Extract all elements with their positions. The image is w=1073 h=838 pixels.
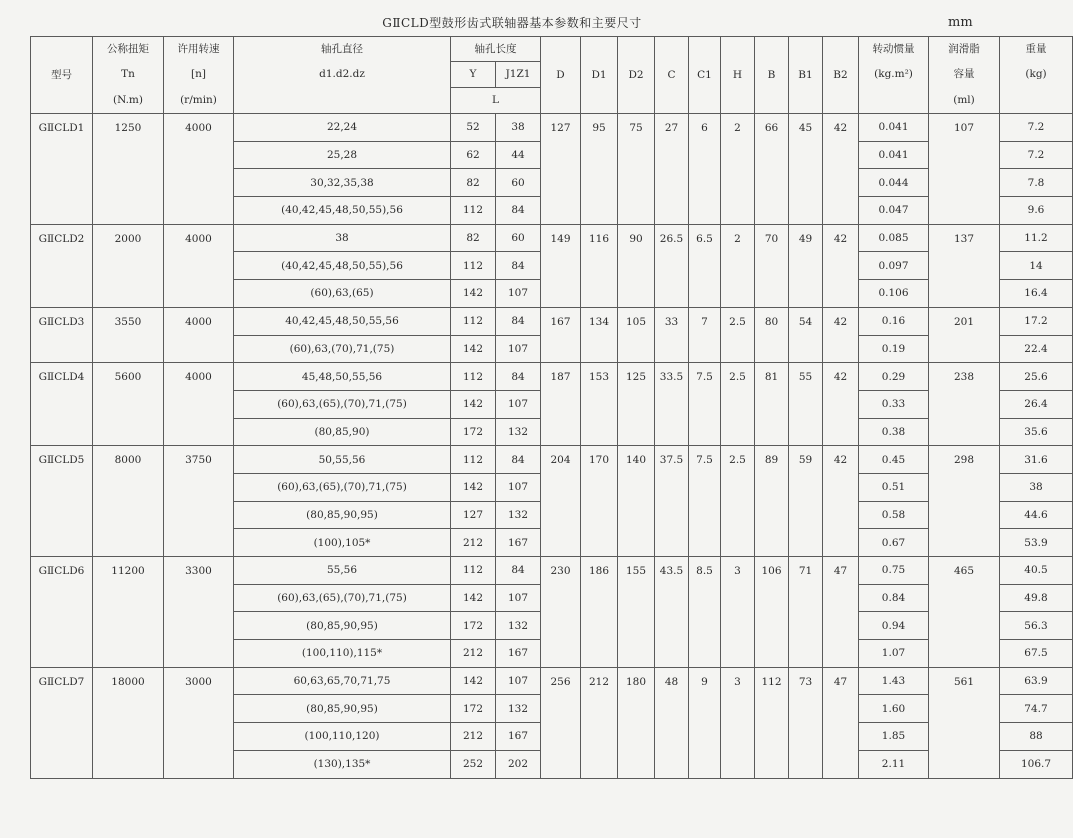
header-len-y: Y [451,62,496,88]
model-cell: GⅡCLD7 [31,667,93,778]
torque-cell: 11200 [93,557,164,668]
table-row [31,363,1073,391]
table-row [31,114,1073,142]
weight-cell: 74.7 [1000,695,1073,723]
torque-cell: 1250 [93,114,164,225]
bore-cell: (130),135* [234,750,451,778]
dim-d2-cell: 105 [618,307,655,362]
dim-h-cell: 2 [721,114,755,225]
dim-c1-cell: 9 [689,667,721,778]
header-B: B [755,37,789,114]
dim-c-cell: 43.5 [655,557,689,668]
dim-d1-cell: 116 [581,224,618,307]
length-y-cell: 112 [451,363,496,391]
inertia-cell: 1.60 [859,695,929,723]
dim-c1-cell: 7.5 [689,363,721,446]
dim-c1-cell: 7 [689,307,721,362]
length-j-cell: 84 [496,307,541,335]
weight-cell: 31.6 [1000,446,1073,474]
dim-c1-cell: 6.5 [689,224,721,307]
length-j-cell: 84 [496,446,541,474]
dim-d-cell: 167 [541,307,581,362]
header-D1: D1 [581,37,618,114]
grease-cell: 561 [929,667,1000,778]
dim-d2-cell: 75 [618,114,655,225]
dim-h-cell: 2.5 [721,307,755,362]
bore-cell: 55,56 [234,557,451,585]
dim-b1-cell: 45 [789,114,823,225]
table-row [31,307,1073,335]
inertia-cell: 0.58 [859,501,929,529]
dim-b2-cell: 47 [823,557,859,668]
length-y-cell: 172 [451,695,496,723]
weight-cell: 56.3 [1000,612,1073,640]
weight-cell: 38 [1000,473,1073,501]
dim-b-cell: 70 [755,224,789,307]
speed-cell: 3300 [164,557,234,668]
bore-cell: (80,85,90,95) [234,612,451,640]
header-weight-3 [1000,88,1073,114]
length-j-cell: 44 [496,141,541,169]
length-j-cell: 107 [496,390,541,418]
dim-c-cell: 33.5 [655,363,689,446]
length-y-cell: 172 [451,418,496,446]
length-y-cell: 127 [451,501,496,529]
weight-cell: 49.8 [1000,584,1073,612]
bore-cell: (80,85,90) [234,418,451,446]
length-y-cell: 212 [451,723,496,751]
grease-cell: 298 [929,446,1000,557]
dim-d2-cell: 90 [618,224,655,307]
dim-b-cell: 89 [755,446,789,557]
dim-c1-cell: 6 [689,114,721,225]
weight-cell: 67.5 [1000,640,1073,668]
dim-c-cell: 48 [655,667,689,778]
inertia-cell: 0.75 [859,557,929,585]
header-row-1 [31,37,1073,62]
length-y-cell: 172 [451,612,496,640]
dim-b1-cell: 49 [789,224,823,307]
dim-d2-cell: 140 [618,446,655,557]
header-speed-3: (r/min) [164,88,234,114]
weight-cell: 11.2 [1000,224,1073,252]
inertia-cell: 0.45 [859,446,929,474]
header-C1: C1 [689,37,721,114]
dim-b2-cell: 42 [823,114,859,225]
speed-cell: 3750 [164,446,234,557]
bore-cell: 50,55,56 [234,446,451,474]
length-y-cell: 112 [451,252,496,280]
dim-h-cell: 3 [721,557,755,668]
inertia-cell: 0.041 [859,114,929,142]
dim-c-cell: 27 [655,114,689,225]
header-len-j: J1Z1 [496,62,541,88]
weight-cell: 9.6 [1000,197,1073,225]
weight-cell: 14 [1000,252,1073,280]
weight-cell: 7.8 [1000,169,1073,197]
bore-cell: (60),63,(65),(70),71,(75) [234,473,451,501]
inertia-cell: 0.044 [859,169,929,197]
speed-cell: 4000 [164,114,234,225]
weight-cell: 7.2 [1000,114,1073,142]
weight-cell: 22.4 [1000,335,1073,363]
bore-cell: (40,42,45,48,50,55),56 [234,252,451,280]
dim-b1-cell: 59 [789,446,823,557]
dim-d-cell: 149 [541,224,581,307]
dim-d1-cell: 153 [581,363,618,446]
dim-d-cell: 230 [541,557,581,668]
torque-cell: 5600 [93,363,164,446]
header-length: 轴孔长度 [451,37,541,62]
bore-cell: (40,42,45,48,50,55),56 [234,197,451,225]
bore-cell: (80,85,90,95) [234,501,451,529]
length-j-cell: 167 [496,529,541,557]
dim-d2-cell: 180 [618,667,655,778]
bore-cell: (100),105* [234,529,451,557]
dim-d1-cell: 186 [581,557,618,668]
dim-b2-cell: 42 [823,363,859,446]
inertia-cell: 0.106 [859,280,929,308]
torque-cell: 2000 [93,224,164,307]
length-y-cell: 112 [451,557,496,585]
length-y-cell: 142 [451,335,496,363]
dim-b2-cell: 42 [823,307,859,362]
dim-b1-cell: 71 [789,557,823,668]
table-row [31,557,1073,585]
length-y-cell: 212 [451,640,496,668]
weight-cell: 88 [1000,723,1073,751]
header-weight-1: 重量 [1000,37,1073,62]
bore-cell: (100,110,120) [234,723,451,751]
length-j-cell: 84 [496,252,541,280]
dim-d2-cell: 125 [618,363,655,446]
weight-cell: 53.9 [1000,529,1073,557]
dim-h-cell: 2.5 [721,363,755,446]
dim-b1-cell: 54 [789,307,823,362]
header-speed-1: 许用转速 [164,37,234,62]
length-j-cell: 60 [496,169,541,197]
inertia-cell: 0.33 [859,390,929,418]
header-weight-2: (kg) [1000,62,1073,88]
inertia-cell: 0.38 [859,418,929,446]
inertia-cell: 0.94 [859,612,929,640]
length-j-cell: 84 [496,557,541,585]
dim-b2-cell: 42 [823,446,859,557]
bore-cell: (60),63,(65),(70),71,(75) [234,584,451,612]
dim-b2-cell: 47 [823,667,859,778]
header-inertia-2: (kg.m²) [859,62,929,88]
bore-cell: 60,63,65,70,71,75 [234,667,451,695]
speed-cell: 4000 [164,307,234,362]
dim-d-cell: 127 [541,114,581,225]
bore-cell: 40,42,45,48,50,55,56 [234,307,451,335]
inertia-cell: 0.19 [859,335,929,363]
length-j-cell: 107 [496,584,541,612]
dim-b-cell: 81 [755,363,789,446]
inertia-cell: 1.43 [859,667,929,695]
dim-d1-cell: 95 [581,114,618,225]
grease-cell: 238 [929,363,1000,446]
header-speed-2: [n] [164,62,234,88]
bore-cell: 22,24 [234,114,451,142]
length-j-cell: 107 [496,335,541,363]
bore-cell: 38 [234,224,451,252]
speed-cell: 4000 [164,363,234,446]
model-cell: GⅡCLD5 [31,446,93,557]
table-row [31,224,1073,252]
speed-cell: 3000 [164,667,234,778]
table-row [31,446,1073,474]
bore-cell: 25,28 [234,141,451,169]
dim-b-cell: 112 [755,667,789,778]
bore-cell: (60),63,(65) [234,280,451,308]
length-y-cell: 82 [451,169,496,197]
speed-cell: 4000 [164,224,234,307]
torque-cell: 18000 [93,667,164,778]
length-j-cell: 107 [496,473,541,501]
header-C: C [655,37,689,114]
inertia-cell: 0.047 [859,197,929,225]
weight-cell: 35.6 [1000,418,1073,446]
weight-cell: 25.6 [1000,363,1073,391]
length-j-cell: 167 [496,640,541,668]
grease-cell: 201 [929,307,1000,362]
dim-d-cell: 256 [541,667,581,778]
coupling-spec-table [30,36,1073,779]
inertia-cell: 1.07 [859,640,929,668]
length-j-cell: 60 [496,224,541,252]
header-grease-1: 润滑脂 [929,37,1000,62]
grease-cell: 137 [929,224,1000,307]
length-j-cell: 107 [496,667,541,695]
header-len-l: L [451,88,541,114]
dim-b1-cell: 55 [789,363,823,446]
length-y-cell: 62 [451,141,496,169]
table-row [31,667,1073,695]
dim-c1-cell: 8.5 [689,557,721,668]
header-grease-3: (ml) [929,88,1000,114]
dim-c-cell: 37.5 [655,446,689,557]
weight-cell: 44.6 [1000,501,1073,529]
inertia-cell: 1.85 [859,723,929,751]
header-D2: D2 [618,37,655,114]
length-j-cell: 107 [496,280,541,308]
weight-cell: 16.4 [1000,280,1073,308]
weight-cell: 106.7 [1000,750,1073,778]
weight-cell: 17.2 [1000,307,1073,335]
header-D: D [541,37,581,114]
length-y-cell: 142 [451,667,496,695]
length-j-cell: 132 [496,695,541,723]
weight-cell: 7.2 [1000,141,1073,169]
header-B1: B1 [789,37,823,114]
header-bore-3 [234,88,451,114]
header-torque-1: 公称扭矩 [93,37,164,62]
header-bore-1: 轴孔直径 [234,37,451,62]
dim-c1-cell: 7.5 [689,446,721,557]
header-inertia-3 [859,88,929,114]
model-cell: GⅡCLD2 [31,224,93,307]
length-j-cell: 132 [496,612,541,640]
bore-cell: (100,110),115* [234,640,451,668]
inertia-cell: 0.085 [859,224,929,252]
length-j-cell: 38 [496,114,541,142]
dim-c-cell: 33 [655,307,689,362]
header-inertia-1: 转动惯量 [859,37,929,62]
header-grease-2: 容量 [929,62,1000,88]
bore-cell: 45,48,50,55,56 [234,363,451,391]
grease-cell: 107 [929,114,1000,225]
length-y-cell: 212 [451,529,496,557]
torque-cell: 3550 [93,307,164,362]
header-torque-2: Tn [93,62,164,88]
length-y-cell: 142 [451,584,496,612]
inertia-cell: 2.11 [859,750,929,778]
inertia-cell: 0.29 [859,363,929,391]
length-y-cell: 52 [451,114,496,142]
bore-cell: (60),63,(70),71,(75) [234,335,451,363]
header-model: 型号 [31,37,93,114]
inertia-cell: 0.84 [859,584,929,612]
length-y-cell: 142 [451,473,496,501]
dim-h-cell: 2.5 [721,446,755,557]
inertia-cell: 0.097 [859,252,929,280]
dim-d1-cell: 134 [581,307,618,362]
length-j-cell: 167 [496,723,541,751]
weight-cell: 40.5 [1000,557,1073,585]
dim-d-cell: 204 [541,446,581,557]
length-j-cell: 132 [496,501,541,529]
table-title: GⅡCLD型鼓形齿式联轴器基本参数和主要尺寸 [382,16,642,30]
inertia-cell: 0.041 [859,141,929,169]
dim-d-cell: 187 [541,363,581,446]
dim-b-cell: 80 [755,307,789,362]
length-j-cell: 202 [496,750,541,778]
model-cell: GⅡCLD3 [31,307,93,362]
dim-b-cell: 66 [755,114,789,225]
unit-label: mm [948,15,973,30]
dim-c-cell: 26.5 [655,224,689,307]
header-H: H [721,37,755,114]
dim-h-cell: 3 [721,667,755,778]
length-y-cell: 252 [451,750,496,778]
inertia-cell: 0.51 [859,473,929,501]
length-j-cell: 132 [496,418,541,446]
bore-cell: (60),63,(65),(70),71,(75) [234,390,451,418]
bore-cell: (80,85,90,95) [234,695,451,723]
length-y-cell: 142 [451,280,496,308]
dim-b1-cell: 73 [789,667,823,778]
header-bore-2: d1.d2.dz [234,62,451,88]
length-y-cell: 142 [451,390,496,418]
header-B2: B2 [823,37,859,114]
dim-d1-cell: 170 [581,446,618,557]
length-j-cell: 84 [496,197,541,225]
torque-cell: 8000 [93,446,164,557]
weight-cell: 63.9 [1000,667,1073,695]
length-y-cell: 82 [451,224,496,252]
header-torque-3: (N.m) [93,88,164,114]
dim-d1-cell: 212 [581,667,618,778]
bore-cell: 30,32,35,38 [234,169,451,197]
grease-cell: 465 [929,557,1000,668]
weight-cell: 26.4 [1000,390,1073,418]
inertia-cell: 0.67 [859,529,929,557]
dim-b-cell: 106 [755,557,789,668]
length-y-cell: 112 [451,197,496,225]
model-cell: GⅡCLD6 [31,557,93,668]
inertia-cell: 0.16 [859,307,929,335]
model-cell: GⅡCLD1 [31,114,93,225]
dim-d2-cell: 155 [618,557,655,668]
dim-h-cell: 2 [721,224,755,307]
length-y-cell: 112 [451,307,496,335]
length-j-cell: 84 [496,363,541,391]
model-cell: GⅡCLD4 [31,363,93,446]
length-y-cell: 112 [451,446,496,474]
dim-b2-cell: 42 [823,224,859,307]
